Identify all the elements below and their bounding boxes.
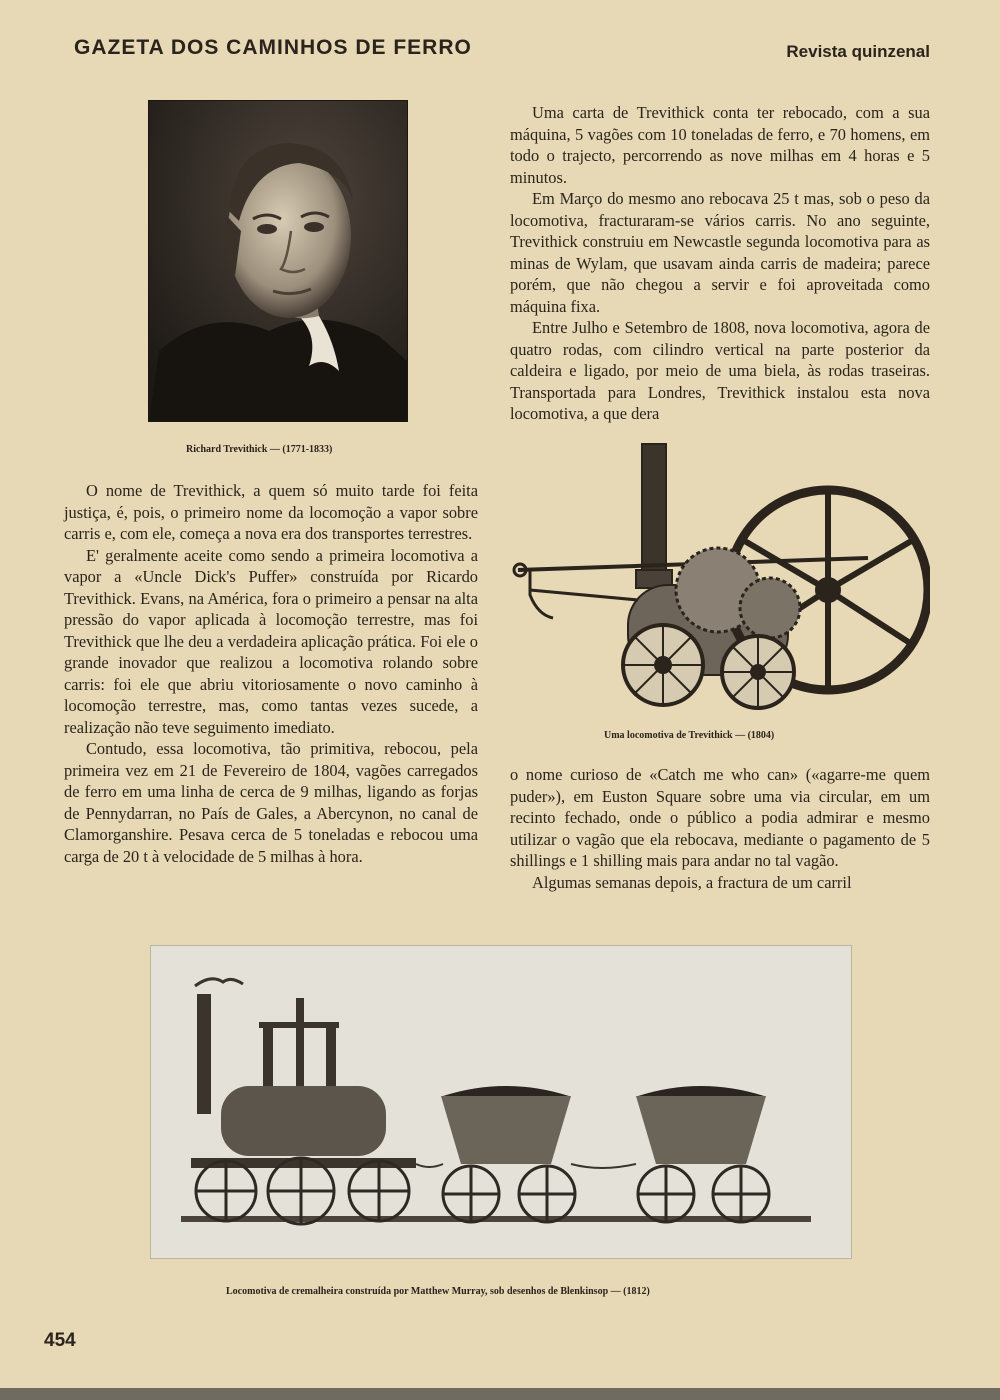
paragraph: E' geralmente aceite como sendo a primeira locomotiva a vapor a «Uncle Dick's Puffer» construída por Ricardo Trevithick. Evans, na América, fora o primeiro a pensar na alta pressão do vapor aplicada à locomoção terrestre, mas foi Trevithick que lhe deu a verdadeira aplicação prática. Foi ele o grande inovador que realizou a locomotiva rolando sobre carris: foi ele que abriu vitoriosamente o novo caminho à locomoção terrestre, mas, como tantas vezes sucede, a realização não teve seguimento imediato. — [64, 545, 478, 737]
article-column-right-bottom — [510, 764, 930, 893]
portrait-illustration — [149, 101, 407, 421]
magazine-title: GAZETA DOS CAMINHOS DE FERRO — [74, 36, 472, 59]
paragraph: o nome curioso de «Catch me who can» («agarre-me quem puder»), em Euston Square sobre uma via circular, em um recinto fechado, onde o público a podia admirar e mesmo utilizar o vagão que ela rebocava, mediante o pagamento de 5 shillings e 1 shilling mais para andar no tal vagão. — [510, 765, 930, 870]
paragraph: Entre Julho e Setembro de 1808, nova locomotiva, agora de quatro rodas, com cilindro vertical na parte posterior da caldeira e ligado, por meio de uma biela, às rodas traseiras. Transportada para Londres, Trevithick instalou esta nova locomotiva, a que dera — [510, 318, 930, 423]
magazine-subtitle: Revista quinzenal — [786, 42, 930, 61]
article-column-right-top — [510, 102, 930, 425]
paragraph: Contudo, essa locomotiva, tão primitiva, rebocou, pela primeira vez em 21 de Fevereiro de 1804, vagões carregados de ferro em uma linha de cerca de 9 milhas, ligando as forjas de Pennydarran, no País de Gales, a Abercynon, no canal de Clamorganshire. Pesava cerca de 5 toneladas e rebocou uma carga de 20 t à velocidade de 5 milhas à hora. — [64, 739, 478, 866]
rack-locomotive-1812-drawing — [151, 946, 851, 1258]
paragraph: Em Março do mesmo ano rebocava 25 t mas, sob o peso da locomotiva, fracturaram-se vários carris. No ano seguinte, Trevithick construiu em Newcastle segunda locomotiva para as minas de Wylam, que usavam ainda carris de madeira; parece porém, que não chegou a servir e foi aproveitada como máquina fixa. — [510, 189, 930, 316]
paragraph: Uma carta de Trevithick conta ter rebocado, com a sua máquina, 5 vagões com 10 toneladas de ferro, e 70 homens, em todo o trajecto, percorrendo as nove milhas em 4 horas e 5 minutos. — [510, 103, 930, 187]
paragraph: Algumas semanas depois, a fractura de um carril — [532, 872, 852, 892]
trevithick-locomotive-engraving — [508, 440, 930, 725]
scan-edge — [0, 1388, 1000, 1400]
locomotive-1804-illustration — [508, 440, 930, 725]
page-number: 454 — [44, 1330, 76, 1351]
trevithick-portrait — [148, 100, 408, 422]
rack-locomotive-illustration — [150, 945, 852, 1259]
locomotive-1804-caption: Uma locomotiva de Trevithick — (1804) — [604, 730, 775, 741]
portrait-caption: Richard Trevithick — (1771-1833) — [186, 444, 333, 455]
rack-locomotive-caption: Locomotiva de cremalheira construída por Matthew Murray, sob desenhos de Blenkinsop — (1812) — [226, 1286, 650, 1297]
article-column-left — [64, 480, 478, 867]
paragraph: O nome de Trevithick, a quem só muito tarde foi feita justiça, é, pois, o primeiro nome da locomoção a vapor sobre carris e, com ele, começa a nova era dos transportes terrestres. — [64, 481, 478, 543]
